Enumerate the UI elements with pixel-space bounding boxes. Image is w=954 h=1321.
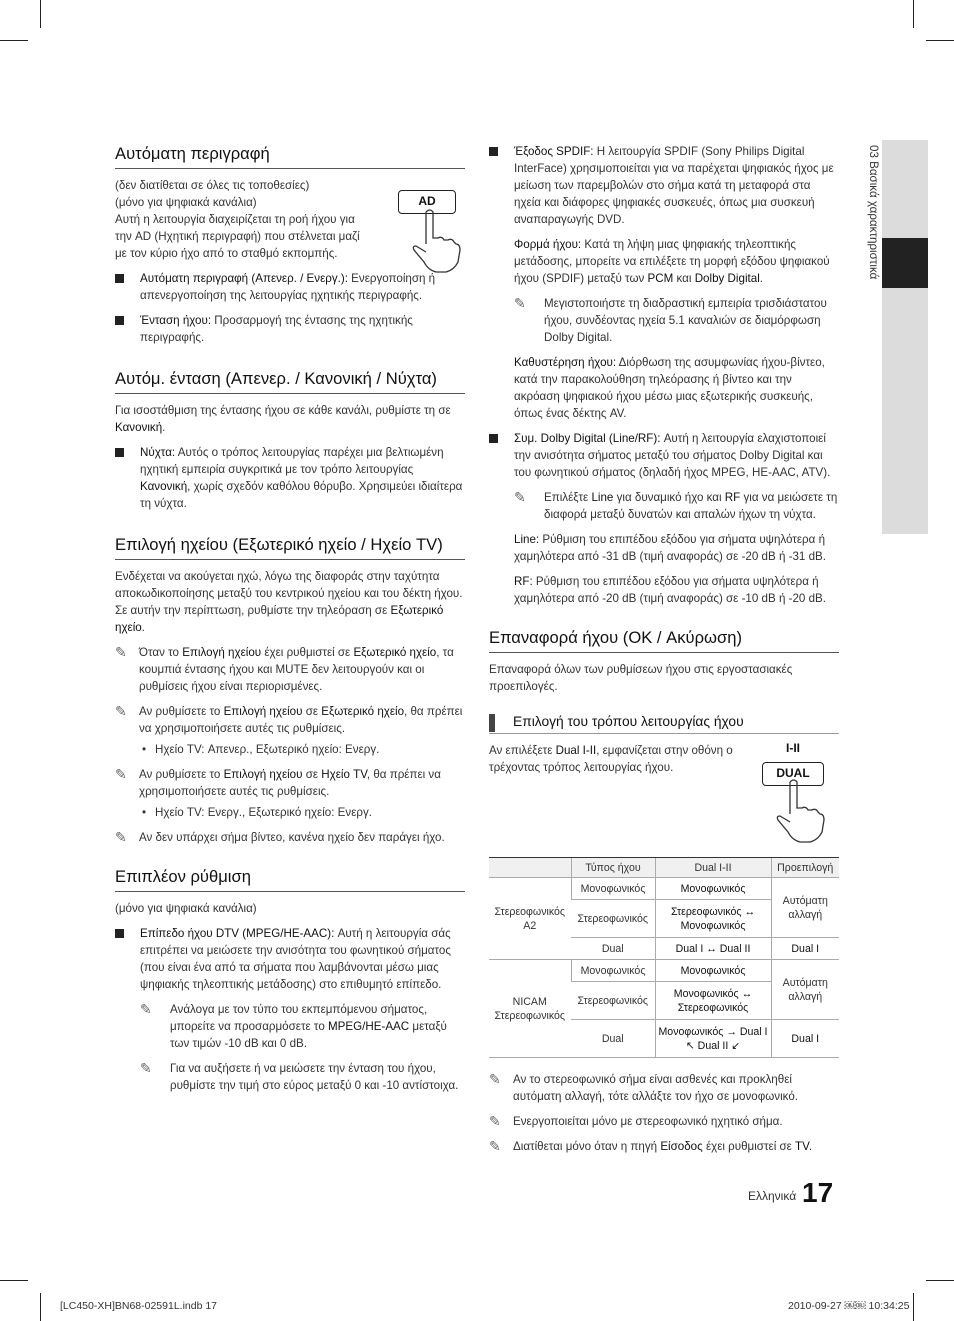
page-number: 17 — [802, 1177, 834, 1208]
crop-mark — [913, 0, 914, 28]
paragraph: Φορμά ήχου: Κατά τη λήψη μιας ψηφιακής τηλεοπτικής μετάδοσης, μπορείτε να επιλέξετε τη μορφή εξόδου ψηφιακού ήχου (SPDIF) μεταξύ των PCM και Dolby Digital. — [514, 238, 830, 285]
crop-mark — [926, 1280, 954, 1281]
note: ✎ Ανάλογα με τον τύπο του εκπεμπόμενου σήματος, μπορείτε να προσαρμόσετε το MPEG/HE-AAC μεταξύ των τιμών -10 dB και 0 dB. — [140, 1001, 447, 1050]
list-item: Ένταση ήχου: Προσαρμογή της έντασης της ηχητικής περιγραφής. — [115, 312, 465, 346]
ad-remote-button: AD — [398, 190, 456, 214]
pencil-note-icon: ✎ — [115, 644, 127, 660]
paragraph: RF: Ρύθμιση του επιπέδου εξόδου για σήματα υψηλότερα ή χαμηλότερα από -20 dB (τιμή αναφοράς) σε -10 dB ή -20 dB. — [514, 575, 827, 605]
pencil-note-icon: ✎ — [140, 1060, 152, 1076]
paragraph: Line: Ρύθμιση του επιπέδου εξόδου για σήματα υψηλότερα ή χαμηλότερα από -31 dB (τιμή αναφοράς) σε -20 dB ή -31 dB. — [514, 533, 827, 563]
pencil-note-icon: ✎ — [115, 829, 127, 845]
note: ✎ Για να αυξήσετε ή να μειώσετε την ένταση του ήχου, ρυθμίστε την τιμή στο εύρος μεταξύ 0 και -10 αντίστοιχα. — [140, 1060, 459, 1092]
bullet: • Ηχείο TV: Ενεργ., Εξωτερικό ηχείο: Ενεργ. — [139, 804, 465, 821]
digital-only-note: (μόνο για ψηφιακά κανάλια) — [115, 196, 257, 209]
table-header: Dual I-II — [655, 858, 771, 878]
section-title: Επαναφορά ήχου (OK / Ακύρωση) — [489, 627, 839, 653]
sound-mode-table — [489, 857, 839, 1058]
pencil-note-icon: ✎ — [115, 703, 127, 719]
crop-mark — [40, 0, 41, 28]
table-header: Τύπος ήχου — [571, 858, 655, 878]
table-notes — [489, 1071, 839, 1155]
paragraph: Αν επιλέξετε Dual I-II, εμφανίζεται στην οθόνη ο τρέχοντας τρόπος λειτουργίας ήχου. — [489, 744, 733, 774]
note: ✎ Ενεργοποιείται μόνο με στερεοφωνικό ηχητικό σήμα. — [489, 1113, 783, 1129]
paragraph: Επαναφορά όλων των ρυθμίσεων ήχου στις εργοστασιακές προεπιλογές. — [489, 663, 793, 693]
crop-mark — [926, 40, 954, 41]
note: ✎ Επιλέξτε Line για δυναμικό ήχο και RF για να μειώσετε τη διαφορά μεταξύ δυνατών και απαλών ήχων τη νύχτα. — [514, 489, 838, 521]
section-title: Επιλογή ηχείου (Εξωτερικό ηχείο / Ηχείο TV) — [115, 534, 465, 560]
paragraph: Καθυστέρηση ήχου: Διόρθωση της ασυμφωνίας ήχου-βίντεο, κατά την παρακολούθηση τηλεόρασης ή βίντεο και την ακρόαση ψηφιακού ήχου μέσω μιας εξωτερικής συσκευής, όπως ένας δέκτης AV. — [514, 356, 825, 420]
section-title: Αυτόμ. ένταση (Απενερ. / Κανονική / Νύχτα) — [115, 368, 465, 394]
note: ✎ Αν ρυθμίσετε το Επιλογή ηχείου σε Ηχείο TV, θα πρέπει να χρησιμοποιήσετε αυτές τις ρυθμίσεις. • Ηχείο TV: Ενεργ., Εξωτερικό ηχείο: Ενεργ. — [115, 766, 465, 821]
list-item: Επίπεδο ήχου DTV (MPEG/HE-AAC): Αυτή η λειτουργία σάς επιτρέπει να μειώσετε την ανισότητα του φωνητικού σήματος (που είναι ένα από τα σήματα που λαμβάνονται μέσω μιας ψηφιακής τηλεοπτικής μετάδοσης) στο επιθυμητό επίπεδο. ✎ Ανάλογα με τον τύπο του εκπεμπόμενου σήματος, μπορείτε να προσαρμόσετε το MPEG/HE-AAC μεταξύ των τιμών -10 dB και 0 dB. ✎ Για να αυξήσετε ή να μειώσετε την ένταση του ήχου, ρυθμίστε την τιμή στο εύρος μεταξύ 0 και -10 αντίστοιχα. — [115, 925, 465, 1094]
crop-mark — [913, 1293, 914, 1321]
pencil-note-icon: ✎ — [489, 1071, 501, 1087]
pencil-note-icon: ✎ — [489, 1113, 501, 1129]
table-header — [489, 858, 571, 878]
note: ✎ Διατίθεται μόνο όταν η πηγή Είσοδος έχει ρυθμιστεί σε TV. — [489, 1138, 813, 1154]
paragraph: (μόνο για ψηφιακά κανάλια) — [115, 902, 257, 915]
print-date: 2010-09-27 ￼￼ 10:34:25 — [788, 1300, 910, 1312]
table-row: Στερεοφωνικός Μονοφωνικός ↔ Στερεοφωνικός — [489, 982, 839, 1020]
note: ✎ Μεγιστοποιήστε τη διαδραστική εμπειρία τρισδιάστατου ήχου, συνδέοντας ηχεία 5.1 καναλιών σε διαμόρφωση Dolby Digital. — [514, 295, 827, 344]
chapter-label: 03 Βασικά χαρακτηριστικά — [867, 145, 880, 280]
button-caption: I-II — [786, 741, 800, 755]
subsection-title: Επιλογή του τρόπου λειτουργίας ήχου — [489, 713, 839, 734]
note: ✎ Αν το στερεοφωνικό σήμα είναι ασθενές και προκληθεί αυτόματη αλλαγή, τότε αλλάξτε τον ήχο σε μονοφωνικό. — [489, 1071, 798, 1103]
dual-remote-button: DUAL — [762, 762, 824, 786]
pointing-hand-icon — [402, 208, 468, 274]
chapter-tab — [882, 238, 928, 288]
crop-mark — [40, 1293, 41, 1321]
availability-note: (δεν διατίθεται σε όλες τις τοποθεσίες) — [115, 179, 310, 192]
section-title: Αυτόματη περιγραφή — [115, 143, 465, 169]
pencil-note-icon: ✎ — [514, 295, 526, 311]
list-item: Νύχτα: Αυτός ο τρόπος λειτουργίας παρέχει μια βελτιωμένη ηχητική εμπειρία συγκριτικά με τον τρόπο λειτουργίας Κανονική, χωρίς σχεδόν καθόλου θόρυβο. Χρησιμεύει ιδιαίτερα τη νύχτα. — [115, 444, 465, 512]
pencil-note-icon: ✎ — [140, 1001, 152, 1017]
language-label: Ελληνικά — [748, 1189, 797, 1203]
list-item: Συμ. Dolby Digital (Line/RF): Αυτή η λειτουργία ελαχιστοποιεί την ανισότητα σήματος μεταξύ του σήματος Dolby Digital και του φωνητικού σήματος (δηλαδή ήχος MPEG, HE-AAC, ATV). ✎ Επιλέξτε Line για δυναμικό ήχο και RF για να μειώσετε τη διαφορά μεταξύ δυνατών και απαλών ήχων τη νύχτα. Line: Ρύθμιση του επιπέδου εξόδου για σήματα υψηλότερα ή χαμηλότερα από -31 dB (τιμή αναφοράς) σε -20 dB ή -31 dB. RF: Ρύθμιση του επιπέδου εξόδου για σήματα υψηλότερα ή χαμηλότερα από -20 dB (τιμή αναφοράς) σε -10 dB ή -20 dB. — [489, 430, 839, 607]
file-info: [LC450-XH]BN68-02591L.indb 17 — [60, 1300, 218, 1312]
pointing-hand-icon — [766, 778, 832, 844]
table-row: Στερεοφωνικός A2 Μονοφωνικός Μονοφωνικός Αυτόματη αλλαγή — [489, 878, 839, 900]
pencil-note-icon: ✎ — [514, 489, 526, 505]
table-row: Dual Μονοφωνικός → Dual I ↖ Dual II ↙ Dual I — [489, 1020, 839, 1058]
left-column — [115, 143, 465, 1094]
table-header: Προεπιλογή — [771, 858, 839, 878]
right-column — [489, 143, 839, 776]
table-row: Στερεοφωνικός Στερεοφωνικός ↔ Μονοφωνικός — [489, 900, 839, 938]
note: ✎ Αν ρυθμίσετε το Επιλογή ηχείου σε Εξωτερικό ηχείο, θα πρέπει να χρησιμοποιήσετε αυτές τις ρυθμίσεις. • Ηχείο TV: Απενερ., Εξωτερικό ηχείο: Ενεργ. — [115, 703, 465, 758]
pencil-note-icon: ✎ — [489, 1138, 501, 1154]
list-item: Έξοδος SPDIF: Η λειτουργία SPDIF (Sony Philips Digital InterFace) χρησιμοποιείται για να παρέχεται ψηφιακός ήχος με μείωση των παρεμβολών στο σήμα κατά τη μεταφορά στα ηχεία και διάφορες ψηφιακές συσκευές, όπως μια συσκευή αναπαραγωγής DVD. Φορμά ήχου: Κατά τη λήψη μιας ψηφιακής τηλεοπτικής μετάδοσης, μπορείτε να επιλέξετε τη μορφή εξόδου ψηφιακού ήχου (SPDIF) μεταξύ των PCM και Dolby Digital. ✎ Μεγιστοποιήστε τη διαδραστική εμπειρία τρισδιάστατου ήχου, συνδέοντας ηχεία 5.1 καναλιών σε διαμόρφωση Dolby Digital. Καθυστέρηση ήχου: Διόρθωση της ασυμφωνίας ήχου-βίντεο, κατά την παρακολούθηση τηλεόρασης ή βίντεο και την ακρόαση ψηφιακού ήχου μέσω μιας εξωτερικής συσκευής, όπως ένας δέκτης AV. — [489, 143, 839, 422]
paragraph: Ενδέχεται να ακούγεται ηχώ, λόγω της διαφοράς στην ταχύτητα αποκωδικοποίησης μεταξύ του κεντρικού ηχείου και του δέκτη ήχου. Σε αυτήν την περίπτωση, ρυθμίστε την τηλεόραση σε Εξωτερικό ηχείο. — [115, 570, 463, 634]
crop-mark — [0, 40, 28, 41]
table-row: NICAM Στερεοφωνικός Μονοφωνικός Μονοφωνικός Αυτόματη αλλαγή — [489, 960, 839, 982]
section-title: Επιπλέον ρύθμιση — [115, 866, 465, 892]
bullet: • Ηχείο TV: Απενερ., Εξωτερικό ηχείο: Ενεργ. — [139, 741, 465, 758]
list-item: Αυτόματη περιγραφή (Απενερ. / Ενεργ.): Ενεργοποίηση ή απενεργοποίηση της λειτουργίας ηχητικής περιγραφής. — [115, 270, 465, 304]
note: ✎ Αν δεν υπάρχει σήμα βίντεο, κανένα ηχείο δεν παράγει ήχο. — [115, 829, 445, 845]
crop-mark — [0, 1280, 28, 1281]
paragraph: Για ισοστάθμιση της έντασης ήχου σε κάθε κανάλι, ρυθμίστε τη σε Κανονική. — [115, 404, 451, 434]
description: Αυτή η λειτουργία διαχειρίζεται τη ροή ήχου για την AD (Ηχητική περιγραφή) που στέλνεται μαζί με τον κύριο ήχο από το σταθμό εκπομπής. — [115, 213, 360, 260]
chapter-sidebar — [882, 140, 928, 534]
pencil-note-icon: ✎ — [115, 766, 127, 782]
note: ✎ Όταν το Επιλογή ηχείου έχει ρυθμιστεί σε Εξωτερικό ηχείο, τα κουμπιά έντασης ήχου και MUTE δεν λειτουργούν και οι ρυθμίσεις ήχου είναι περιορισμένες. — [115, 644, 454, 693]
table-row: Dual Dual I ↔ Dual II Dual I — [489, 938, 839, 960]
